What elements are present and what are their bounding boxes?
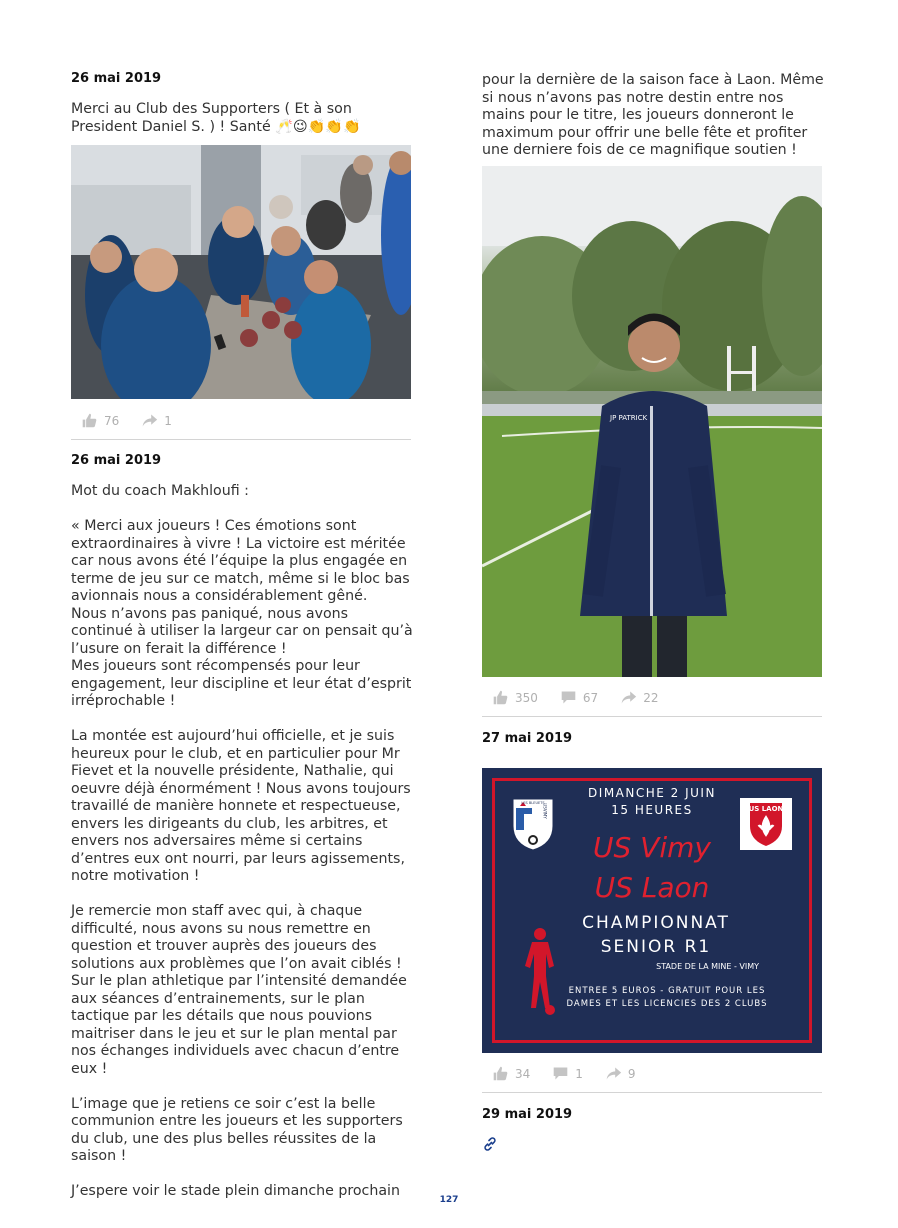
match-poster[interactable] bbox=[482, 768, 822, 1053]
post-reactions bbox=[482, 1055, 822, 1093]
share-count: 22 bbox=[643, 690, 659, 705]
like-counter[interactable] bbox=[492, 1065, 530, 1082]
like-counter[interactable] bbox=[492, 689, 538, 706]
post-text: Mot du coach Makhloufi : « Merci aux joueurs ! Ces émotions sont extraordinaires à vivre ! La victoire est méritée car nous avons été l’équipe la plus engagée en terme de jeu sur ce match, même si le bloc bas avionnais nous a considérablement gêné. Nous n’avons pas paniqué, nous avons continué à utiliser la largeur car on pensait qu’à l’usure on ferait la différence ! Mes joueurs sont récompensés pour leur engagement, leur discipline et leur état d’esprit irréprochable ! La montée est aujourd’hui officielle, et je suis heureux pour le club, et en particulier pour Mr Fievet et la nouvelle présidente, Nathalie, qui oeuvre déjà énormément ! Nous avons toujours travaillé de manière honnete et respectueuse, envers les dirigeants du club, les arbitres, et envers nos adversaires même si certains d’entres eux ont nourri, par leurs agissements, notre motivation ! Je remercie mon staff avec qui, à chaque difficulté, nous avons su nous remettre en question et trouver auprès des joueurs des solutions aux problèmes que l’on avait ciblés ! Sur le plan athletique par l’intensité demandée aux séances d’entrainements, sur le plan tactique par les détails que nous pouvions maitriser dans le jeu et sur le plan mental par nos échanges individuels avec chacun d’entre eux ! L’image que je retiens ce soir c’est la belle communion entre les joueurs et les supporters du club, une des plus belles réussites de la saison ! J’espere voir le stade plein dimanche prochain bbox=[71, 483, 413, 1199]
post-reactions bbox=[71, 402, 411, 440]
badge-left-title: LES BLEUETS bbox=[521, 801, 545, 805]
thumbs-up-icon bbox=[81, 412, 98, 429]
poster-date-line: DIMANCHE 2 JUIN bbox=[588, 786, 716, 800]
thumbs-up-icon bbox=[492, 1065, 509, 1082]
like-counter[interactable] bbox=[81, 412, 119, 429]
post-date: 26 mai 2019 bbox=[71, 453, 162, 468]
share-count: 1 bbox=[164, 413, 172, 428]
share-icon bbox=[141, 412, 158, 429]
comment-icon bbox=[560, 689, 577, 706]
post-text: Merci au Club des Supporters ( Et à son President Daniel S. ) ! Santé 🥂😉👏👏👏 bbox=[71, 101, 361, 135]
like-count: 76 bbox=[104, 413, 120, 428]
badge-right-title: US LAON bbox=[748, 805, 784, 813]
poster-time-line: 15 HEURES bbox=[611, 803, 693, 817]
share-counter[interactable] bbox=[141, 412, 172, 429]
poster-entry-2: DAMES ET LES LICENCIES DES 2 CLUBS bbox=[566, 999, 768, 1009]
team-away: US Laon bbox=[594, 871, 710, 904]
like-count: 350 bbox=[515, 690, 538, 705]
page-number: 127 bbox=[439, 1195, 459, 1205]
post-reactions bbox=[482, 679, 822, 717]
coach-photo[interactable] bbox=[482, 166, 822, 677]
badge-left-letters: USVIMY bbox=[542, 803, 548, 819]
comment-count: 67 bbox=[582, 690, 599, 705]
link-icon[interactable] bbox=[482, 1136, 498, 1152]
share-icon bbox=[620, 689, 637, 706]
team-home: US Vimy bbox=[593, 831, 711, 864]
post-date: 29 mai 2019 bbox=[482, 1107, 573, 1122]
supporters-photo[interactable] bbox=[71, 145, 411, 399]
poster-venue: STADE DE LA MINE - VIMY bbox=[656, 962, 759, 971]
post-text-continuation: pour la dernière de la saison face à Laon. Même si nous n’avons pas notre destin entre nos mains pour le titre, les joueurs donneront le maximum pour offrir une belle fête et profiter une derniere fois de ce magnifique soutien ! bbox=[482, 72, 824, 158]
supporters-photo-illustration bbox=[71, 145, 411, 399]
poster-entry-1: ENTREE 5 EUROS - GRATUIT POUR LES bbox=[568, 986, 766, 996]
poster-competition-1: CHAMPIONNAT bbox=[582, 913, 730, 933]
comment-count: 1 bbox=[575, 1066, 583, 1081]
share-counter[interactable] bbox=[620, 689, 658, 706]
like-count: 34 bbox=[515, 1066, 531, 1081]
post-date: 27 mai 2019 bbox=[482, 731, 573, 746]
poster-competition-2: SENIOR R1 bbox=[600, 937, 712, 957]
share-icon bbox=[605, 1065, 622, 1082]
post-date: 26 mai 2019 bbox=[71, 71, 162, 86]
comment-counter[interactable] bbox=[560, 689, 598, 706]
share-count: 9 bbox=[627, 1066, 636, 1081]
thumbs-up-icon bbox=[492, 689, 509, 706]
coach-photo-illustration bbox=[482, 166, 822, 677]
comment-icon bbox=[552, 1065, 569, 1082]
comment-counter[interactable] bbox=[552, 1065, 583, 1082]
jacket-text: JP PATRICK bbox=[610, 414, 648, 422]
share-counter[interactable] bbox=[605, 1065, 636, 1082]
